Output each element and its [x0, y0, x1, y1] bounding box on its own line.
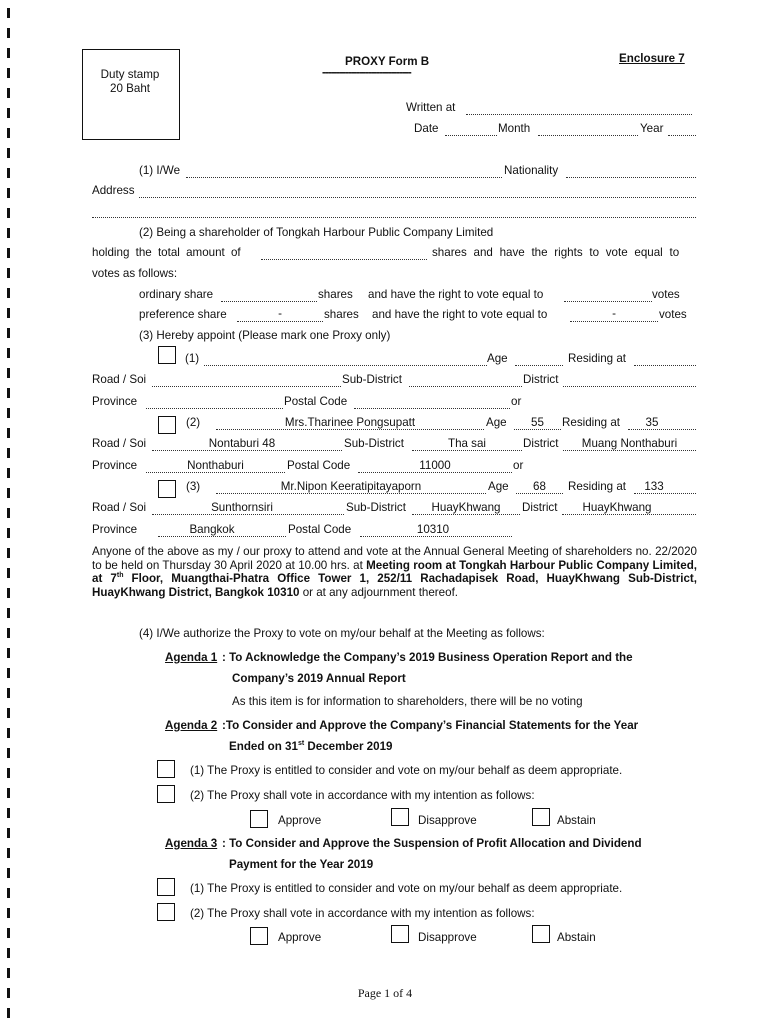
appoint-heading: (3) Hereby appoint (Please mark one Proxy only): [139, 329, 391, 342]
proxy-1-residing-field[interactable]: [634, 354, 696, 366]
proxy-2-province-value: Nonthaburi: [187, 459, 244, 472]
binder-mark: [7, 368, 10, 378]
agenda-1-label: Agenda 1: [165, 651, 218, 664]
ordinary-votes-field[interactable]: [564, 290, 652, 302]
proxy-2-checkbox[interactable]: [158, 416, 176, 434]
authorize-heading: (4) I/We authorize the Proxy to vote on my/our behalf at the Meeting as follows:: [139, 627, 545, 640]
proxy-2-age-label: Age: [486, 416, 507, 429]
name-field[interactable]: [186, 166, 502, 178]
paragraph-part-3: Floor, Muangthai-Phatra Office Tower 1, 252/11 Rachadapisek Road, HuayKhwang Sub-District, HuayKhwang District, Bangkok 10310: [92, 572, 698, 600]
binder-mark: [7, 268, 10, 278]
proxy-3-subdistrict-value: HuayKhwang: [431, 501, 501, 514]
binder-mark: [7, 548, 10, 558]
proxy-1-district-field[interactable]: [563, 375, 696, 387]
proxy-1-name-field[interactable]: [204, 354, 487, 366]
agenda-2-title-1: :To Consider and Approve the Company’s Financial Statements for the Year: [222, 719, 639, 732]
proxy-2-district-label: District: [523, 437, 559, 450]
binder-mark: [7, 728, 10, 738]
title-rule: -------------------------------: [322, 66, 411, 79]
binder-mark: [7, 188, 10, 198]
proxy-3-age-label: Age: [488, 480, 509, 493]
binder-mark: [7, 888, 10, 898]
proxy-1-subdistrict-label: Sub-District: [342, 373, 402, 386]
proxy-2-province-label: Province: [92, 459, 138, 472]
binder-mark: [7, 928, 10, 938]
proxy-1-residing-label: Residing at: [568, 352, 627, 365]
paragraph-part-4: or at any adjournment thereof.: [299, 586, 459, 600]
holding-label: holding the total amount of: [92, 246, 241, 259]
proxy-3-district-label: District: [522, 501, 558, 514]
proxy-1-road-label: Road / Soi: [92, 373, 147, 386]
binder-mark: [7, 88, 10, 98]
agenda-2-superscript: st: [297, 740, 305, 748]
proxy-3-checkbox[interactable]: [158, 480, 176, 498]
proxy-3-name-value: Mr.Nipon Keeratipitayaporn: [280, 480, 422, 493]
agenda-2-approve-checkbox[interactable]: [250, 810, 268, 828]
proxy-3-residing-value: 133: [644, 480, 664, 493]
agenda-2-abstain-label: Abstain: [557, 814, 596, 827]
written-at-field[interactable]: [466, 103, 692, 115]
agenda-3-option-2-label: (2) The Proxy shall vote in accordance with my intention as follows:: [190, 907, 535, 920]
paragraph-part-1: Anyone of the above as my / our proxy to attend and vote at the Annual General Meeting of shareholders no. 22/2020 to be held on Thursday 30 April 2020 at 10.00 hrs. at: [92, 545, 697, 572]
proxy-3-number: (3): [186, 480, 201, 493]
binder-mark: [7, 388, 10, 398]
proxy-2-or: or: [513, 459, 524, 472]
binder-mark: [7, 328, 10, 338]
agenda-2-option-1-checkbox[interactable]: [157, 760, 175, 778]
address-field-2[interactable]: [92, 206, 696, 218]
binder-mark: [7, 648, 10, 658]
proxy-2-district-value: Muang Nonthaburi: [581, 437, 678, 450]
agenda-3-option-2-checkbox[interactable]: [157, 903, 175, 921]
binder-mark: [7, 628, 10, 638]
binder-mark: [7, 68, 10, 78]
written-at-label: Written at: [406, 101, 456, 114]
binder-mark: [7, 808, 10, 818]
proxy-2-road-value: Nontaburi 48: [208, 437, 276, 450]
agenda-3-title-1: : To Consider and Approve the Suspension of Profit Allocation and Dividend: [222, 837, 642, 850]
proxy-3-district-value: HuayKhwang: [582, 501, 652, 514]
preference-shares-value: -: [278, 307, 282, 320]
proxy-2-age-value: 55: [531, 416, 544, 429]
binder-mark: [7, 8, 10, 18]
proxy-2-residing-value: 35: [645, 416, 659, 429]
agenda-3-title-2: Payment for the Year 2019: [229, 858, 374, 871]
agenda-2-approve-label: Approve: [278, 814, 322, 827]
proxy-2-name-value: Mrs.Tharinee Pongsupatt: [284, 416, 416, 429]
binder-mark: [7, 408, 10, 418]
agenda-2-title-2: [229, 740, 392, 754]
binder-mark: [7, 668, 10, 678]
agenda-3-option-1-label: (1) The Proxy is entitled to consider and vote on my/our behalf as deem appropriate.: [190, 882, 623, 895]
page-number: Page 1 of 4: [357, 986, 413, 1000]
binder-mark: [7, 868, 10, 878]
binder-mark: [7, 1008, 10, 1018]
binder-mark: [7, 588, 10, 598]
agenda-1-title-1: : To Acknowledge the Company’s 2019 Business Operation Report and the: [222, 651, 633, 664]
binder-mark: [7, 148, 10, 158]
proxy-3-postal-value: 10310: [416, 523, 450, 536]
agenda-3-disapprove-checkbox[interactable]: [391, 925, 409, 943]
page-title: PROXY Form B: [345, 55, 430, 68]
proxy-1-province-label: Province: [92, 395, 138, 408]
agenda-2-title-2a: Ended on 31: [229, 740, 298, 753]
paragraph-superscript: th: [116, 572, 124, 580]
proxy-2-residing-label: Residing at: [562, 416, 621, 429]
preference-right-label: and have the right to vote equal to: [372, 308, 548, 321]
proxy-3-age-value: 68: [533, 480, 546, 493]
proxy-1-checkbox[interactable]: [158, 346, 176, 364]
agenda-3-abstain-label: Abstain: [557, 931, 596, 944]
year-field[interactable]: [668, 124, 696, 136]
binder-mark: [7, 508, 10, 518]
proxy-2-number: (2): [186, 416, 201, 429]
shareholder-line: (2) Being a shareholder of Tongkah Harbour Public Company Limited: [139, 226, 494, 239]
total-shares-field[interactable]: [261, 248, 427, 260]
binder-mark: [7, 608, 10, 618]
year-label: Year: [640, 122, 664, 135]
binder-mark: [7, 28, 10, 38]
agenda-2-option-2-label: (2) The Proxy shall vote in accordance with my intention as follows:: [190, 789, 535, 802]
binder-mark: [7, 48, 10, 58]
binder-mark: [7, 448, 10, 458]
binder-mark: [7, 228, 10, 238]
agenda-2-label: Agenda 2: [165, 719, 218, 732]
duty-stamp-line2: 20 Baht: [110, 82, 150, 95]
month-label: Month: [498, 122, 531, 135]
proxy-2-road-label: Road / Soi: [92, 437, 147, 450]
proxy-1-province-field[interactable]: [146, 397, 283, 409]
votes-as-follows: votes as follows:: [92, 267, 178, 280]
proxy-authority-paragraph: [92, 545, 697, 600]
proxy-1-road-field[interactable]: [152, 375, 341, 387]
shares-rights-label: shares and have the rights to vote equal to: [432, 246, 680, 259]
nationality-label: Nationality: [504, 164, 559, 177]
ordinary-shares-field[interactable]: [221, 290, 317, 302]
binder-mark: [7, 128, 10, 138]
proxy-1-age-label: Age: [487, 352, 508, 365]
binder-mark: [7, 168, 10, 178]
month-field[interactable]: [538, 124, 638, 136]
proxy-3-road-label: Road / Soi: [92, 501, 147, 514]
agenda-3-approve-checkbox[interactable]: [250, 927, 268, 945]
address-label: Address: [92, 184, 135, 197]
iwe-label: (1) I/We: [139, 164, 181, 177]
binder-mark: [7, 688, 10, 698]
binder-mark: [7, 208, 10, 218]
binder-mark: [7, 748, 10, 758]
proxy-1-subdistrict-field[interactable]: [409, 375, 522, 387]
agenda-2-disapprove-checkbox[interactable]: [391, 808, 409, 826]
binder-mark: [7, 468, 10, 478]
proxy-3-road-value: Sunthornsiri: [211, 501, 273, 514]
date-field[interactable]: [445, 124, 497, 136]
binder-mark: [7, 788, 10, 798]
binder-mark: [7, 348, 10, 358]
proxy-1-or: or: [511, 395, 522, 408]
preference-shares-unit: shares: [324, 308, 359, 321]
binder-mark: [7, 968, 10, 978]
proxy-1-postal-field[interactable]: [354, 397, 510, 409]
ordinary-right-label: and have the right to vote equal to: [368, 288, 544, 301]
proxy-3-province-value: Bangkok: [189, 523, 235, 536]
agenda-2-title-2b: December 2019: [304, 740, 393, 753]
preference-share-label: preference share: [139, 308, 227, 321]
binder-mark: [7, 908, 10, 918]
address-field-1[interactable]: [139, 186, 696, 198]
proxy-1-age-field[interactable]: [515, 354, 563, 366]
agenda-3-label: Agenda 3: [165, 837, 218, 850]
proxy-2-subdistrict-label: Sub-District: [344, 437, 404, 450]
proxy-3-subdistrict-label: Sub-District: [346, 501, 406, 514]
agenda-1-title-2: Company’s 2019 Annual Report: [232, 672, 406, 685]
agenda-3-abstain-checkbox[interactable]: [532, 925, 550, 943]
proxy-1-number: (1): [185, 352, 200, 365]
agenda-2-option-1-label: (1) The Proxy is entitled to consider and vote on my/our behalf as deem appropriate.: [190, 764, 623, 777]
date-label: Date: [414, 122, 439, 135]
agenda-2-disapprove-label: Disapprove: [418, 814, 477, 827]
agenda-1-note: As this item is for information to shareholders, there will be no voting: [232, 695, 583, 708]
paragraph-part-2: Meeting room at Tongkah Harbour Public Company Limited, at 7: [92, 558, 697, 586]
binder-mark: [7, 848, 10, 858]
proxy-3-province-label: Province: [92, 523, 138, 536]
binder-mark: [7, 308, 10, 318]
binder-mark: [7, 828, 10, 838]
binder-mark: [7, 488, 10, 498]
proxy-3-postal-label: Postal Code: [288, 523, 352, 536]
binder-mark: [7, 948, 10, 958]
binder-mark: [7, 108, 10, 118]
ordinary-shares-unit: shares: [318, 288, 353, 301]
proxy-1-district-label: District: [523, 373, 559, 386]
proxy-3-residing-label: Residing at: [568, 480, 627, 493]
proxy-2-postal-label: Postal Code: [287, 459, 351, 472]
binder-mark: [7, 708, 10, 718]
proxy-2-postal-value: 11000: [419, 459, 451, 472]
preference-votes-value: -: [612, 307, 616, 320]
duty-stamp-line1: Duty stamp: [100, 68, 160, 81]
agenda-3-option-1-checkbox[interactable]: [157, 878, 175, 896]
binder-mark: [7, 768, 10, 778]
agenda-2-abstain-checkbox[interactable]: [532, 808, 550, 826]
preference-votes-unit: votes: [659, 308, 687, 321]
nationality-field[interactable]: [566, 166, 696, 178]
proxy-2-subdistrict-value: Tha sai: [447, 437, 487, 450]
binder-mark: [7, 248, 10, 258]
enclosure-label: Enclosure 7: [619, 52, 685, 65]
agenda-3-approve-label: Approve: [278, 931, 322, 944]
agenda-3-disapprove-label: Disapprove: [418, 931, 477, 944]
ordinary-votes-unit: votes: [652, 288, 680, 301]
agenda-2-option-2-checkbox[interactable]: [157, 785, 175, 803]
proxy-1-postal-label: Postal Code: [284, 395, 348, 408]
binder-mark: [7, 568, 10, 578]
binder-mark: [7, 528, 10, 538]
ordinary-share-label: ordinary share: [139, 288, 214, 301]
binder-mark: [7, 288, 10, 298]
binder-mark: [7, 428, 10, 438]
